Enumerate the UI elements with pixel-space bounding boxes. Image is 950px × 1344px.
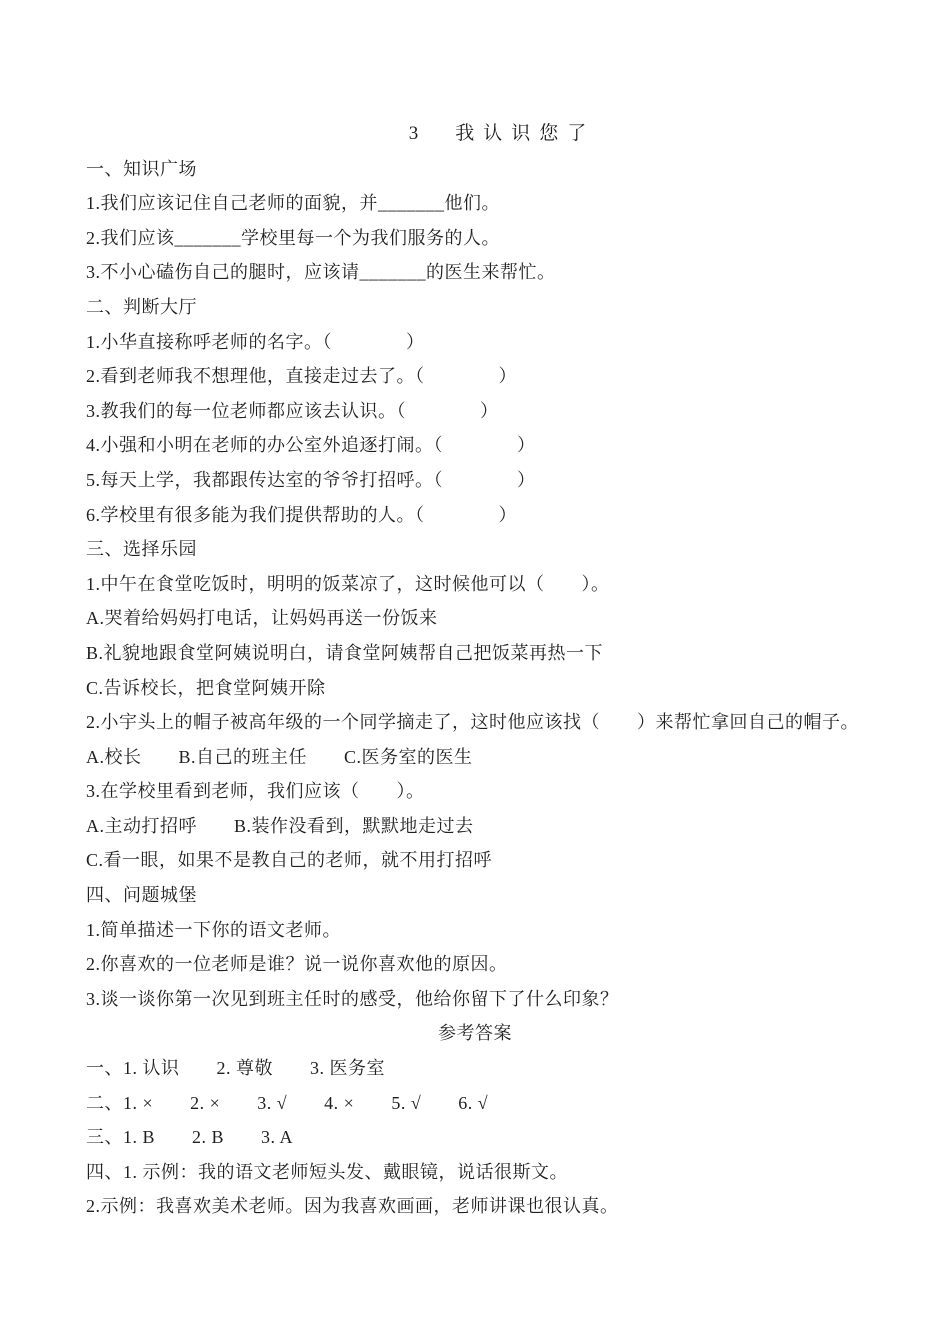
section3-question-1-option-c: C.告诉校长，把食堂阿姨开除 — [86, 677, 326, 698]
answers-heading: 参考答案 — [438, 1023, 512, 1044]
section2-question-2: 2.看到老师我不想理他，直接走过去了。（ ） — [86, 366, 517, 387]
section3-question-3: 3.在学校里看到老师，我们应该（ ）。 — [86, 781, 425, 802]
section2-heading: 二、判断大厅 — [86, 296, 197, 317]
section1-question-1: 1.我们应该记住自己老师的面貌，并_______他们。 — [86, 193, 500, 214]
section4-question-3: 3.谈一谈你第一次见到班主任时的感受，他给你留下了什么印象？ — [86, 988, 619, 1009]
section4-question-1: 1.简单描述一下你的语文老师。 — [86, 919, 341, 940]
section2-question-5: 5.每天上学，我都跟传达室的爷爷打招呼。（ ） — [86, 469, 536, 490]
answers-section3: 三、1. B 2. B 3. A — [86, 1127, 294, 1148]
section4-heading: 四、问题城堡 — [86, 885, 197, 906]
section3-question-3-options-ab: A.主动打招呼 B.装作没看到，默默地走过去 — [86, 815, 474, 836]
section3-question-2-options: A.校长 B.自己的班主任 C.医务室的医生 — [86, 746, 473, 767]
answers-section4-line-2: 2.示例：我喜欢美术老师。因为我喜欢画画，老师讲课也很认真。 — [86, 1196, 619, 1217]
section3-question-2: 2.小宇头上的帽子被高年级的一个同学摘走了，这时他应该找（ ）来帮忙拿回自己的帽子。 — [86, 712, 859, 733]
section3-heading: 三、选择乐园 — [86, 539, 197, 560]
section2-question-3: 3.教我们的每一位老师都应该去认识。（ ） — [86, 400, 499, 421]
worksheet-title: 3 我认识您了 — [408, 123, 596, 144]
answers-section2: 二、1. × 2. × 3. √ 4. × 5. √ 6. √ — [86, 1092, 489, 1113]
section2-question-1: 1.小华直接称呼老师的名字。（ ） — [86, 331, 425, 352]
answers-section4-line-1: 四、1. 示例：我的语文老师短头发、戴眼镜，说话很斯文。 — [86, 1161, 568, 1182]
section1-question-2: 2.我们应该_______学校里每一个为我们服务的人。 — [86, 227, 500, 248]
section2-question-4: 4.小强和小明在老师的办公室外追逐打闹。（ ） — [86, 435, 536, 456]
section4-question-2: 2.你喜欢的一位老师是谁？说一说你喜欢他的原因。 — [86, 954, 508, 975]
section2-question-6: 6.学校里有很多能为我们提供帮助的人。（ ） — [86, 504, 517, 525]
section3-question-3-option-c: C.看一眼，如果不是教自己的老师，就不用打招呼 — [86, 850, 493, 871]
section3-question-1-option-b: B.礼貌地跟食堂阿姨说明白，请食堂阿姨帮自己把饭菜再热一下 — [86, 642, 604, 663]
section3-question-1: 1.中午在食堂吃饭时，明明的饭菜凉了，这时候他可以（ ）。 — [86, 573, 610, 594]
section1-heading: 一、知识广场 — [86, 158, 197, 179]
answers-section1: 一、1. 认识 2. 尊敬 3. 医务室 — [86, 1058, 385, 1079]
section1-question-3: 3.不小心磕伤自己的腿时，应该请_______的医生来帮忙。 — [86, 262, 556, 283]
section3-question-1-option-a: A.哭着给妈妈打电话，让妈妈再送一份饭来 — [86, 608, 438, 629]
